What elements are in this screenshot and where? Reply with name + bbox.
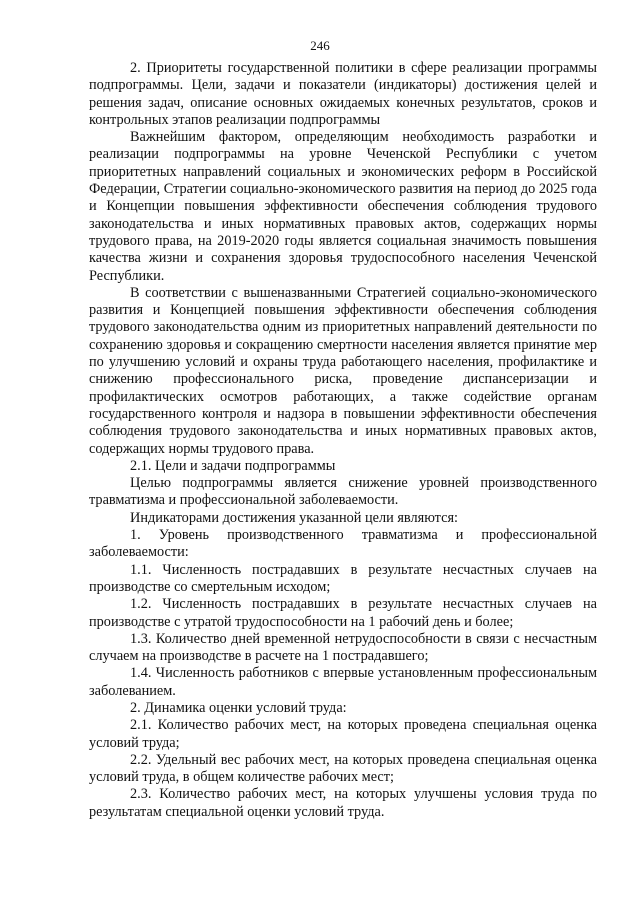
- indicator-item: 2. Динамика оценки условий труда:: [130, 699, 347, 716]
- paragraph-goal: Целью подпрограммы является снижение уровней производственного травматизма и профессиональной заболеваемости.: [89, 475, 597, 509]
- indicator-item: 2.1. Количество рабочих мест, на которых проведена специальная оценка условий труда;: [89, 717, 597, 751]
- indicator-item: 2.3. Количество рабочих мест, на которых улучшены условия труда по результатам специальной оценки условий труда.: [89, 786, 597, 820]
- subsection-heading-goals: 2.1. Цели и задачи подпрограммы: [130, 457, 336, 474]
- page-number: 246: [310, 38, 330, 53]
- indicator-item: 1.3. Количество дней временной нетрудоспособности в связи с несчастным случаем на производстве в расчете на 1 пострадавшего;: [89, 630, 597, 665]
- indicator-item: 1. Уровень производственного травматизма и профессиональной заболеваемости:: [89, 527, 597, 561]
- paragraph-indicators-intro: Индикаторами достижения указанной цели являются:: [130, 509, 458, 526]
- indicator-item: 1.1. Численность пострадавших в результате несчастных случаев на производстве со смертельным исходом;: [89, 561, 597, 595]
- indicator-item: 2.2. Удельный вес рабочих мест, на которых проведена специальная оценка условий труда, в общем количестве рабочих мест;: [89, 751, 597, 786]
- paragraph-strategy: В соответствии с вышеназванными Стратегией социально-экономического развития и Концепцией повышения эффективности обеспечения соблюдения трудового законодательства одним из приоритетных направлений деятельности по сохранению здоровья и сокращению смертности населения является принятие мер по улучшению условий и охраны труда работающего населения, профилактике и снижению профессионального риска, проведение диспансеризации и профилактических осмотров работающих, а также содействие органам государственного контроля и надзора в повышении эффективности обеспечения соблюдения трудового законодательства и иных нормативных правовых актов, содержащих нормы трудового права.: [89, 284, 597, 457]
- indicator-item: 1.4. Численность работников с впервые установленным профессиональным заболеванием.: [89, 665, 597, 699]
- paragraph-key-factor: Важнейшим фактором, определяющим необходимость разработки и реализации подпрограммы на уровне Чеченской Республики с учетом приоритетных направлений социальных и экономических реформ в Российской Федерации, Стратегии социально-экономического развития на период до 2025 года и Концепции повышения эффективности обеспечения соблюдения трудового законодательства и иных нормативных правовых актов, содержащих нормы трудового права, на 2019-2020 годы является социальная значимость повышения качества жизни и сохранения здоровья трудоспособного населения Чеченской Республики.: [89, 129, 597, 284]
- indicator-item: 1.2. Численность пострадавших в результате несчастных случаев на производстве с утратой трудоспособности на 1 рабочий день и более;: [89, 596, 597, 630]
- section-heading-priorities: 2. Приоритеты государственной политики в сфере реализации программы подпрограммы. Цели, задачи и показатели (индикаторы) достижения целей и решения задач, описание основных ожидаемых конечных результатов, сроков и контрольных этапов реализации подпрограммы: [89, 60, 597, 128]
- document-body: [89, 60, 597, 821]
